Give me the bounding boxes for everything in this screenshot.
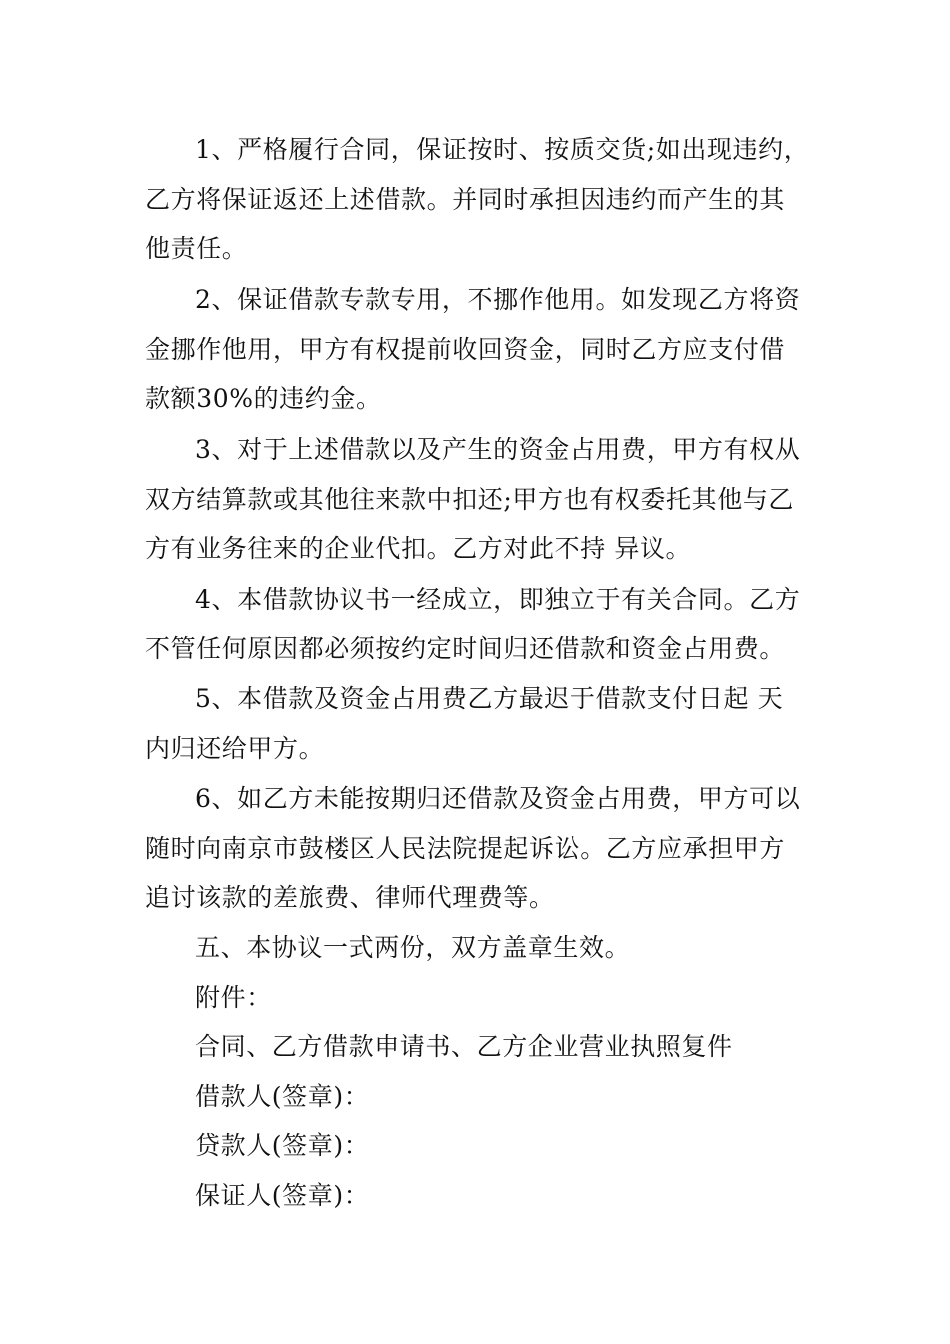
guarantor-signature-label: 保证人(签章)： [195, 1181, 370, 1210]
clause-5-line-2: 内归还给甲方。 [145, 734, 325, 763]
attachments-heading: 附件： [195, 983, 272, 1012]
clause-6-line-3: 追讨该款的差旅费、律师代理费等。 [145, 883, 555, 912]
clause-2-line-3: 款额30%的违约金。 [145, 384, 382, 413]
borrower-signature-label: 借款人(签章)： [195, 1082, 370, 1111]
clause-1-line-1: 1、严格履行合同，保证按时、按质交货;如出现违约， [195, 135, 810, 164]
clause-2-line-1: 2、保证借款专款专用，不挪作他用。如发现乙方将资 [195, 285, 801, 314]
clause-5-line-1: 5、本借款及资金占用费乙方最迟于借款支付日起 天 [195, 684, 784, 713]
clause-2-line-2: 金挪作他用，甲方有权提前收回资金，同时乙方应支付借 [145, 335, 786, 364]
lender-signature-label: 贷款人(签章)： [195, 1131, 370, 1160]
clause-4-line-1: 4、本借款协议书一经成立，即独立于有关合同。乙方 [195, 585, 801, 614]
clause-3-line-2: 双方结算款或其他往来款中扣还;甲方也有权委托其他与乙 [145, 485, 795, 514]
clause-1-line-2: 乙方将保证返还上述借款。并同时承担因违约而产生的其 [145, 185, 786, 214]
clause-6-line-1: 6、如乙方未能按期归还借款及资金占用费，甲方可以 [195, 784, 801, 813]
attachments-list: 合同、乙方借款申请书、乙方企业营业执照复件 [195, 1032, 733, 1061]
clause-3-line-1: 3、对于上述借款以及产生的资金占用费，甲方有权从 [195, 435, 801, 464]
section-5-statement: 五、本协议一式两份，双方盖章生效。 [195, 933, 631, 962]
clause-6-line-2: 随时向南京市鼓楼区人民法院提起诉讼。乙方应承担甲方 [145, 834, 786, 863]
clause-4-line-2: 不管任何原因都必须按约定时间归还借款和资金占用费。 [145, 634, 786, 663]
clause-3-line-3: 方有业务往来的企业代扣。乙方对此不持 异议。 [145, 534, 692, 563]
clause-1-line-3: 他责任。 [145, 234, 248, 263]
